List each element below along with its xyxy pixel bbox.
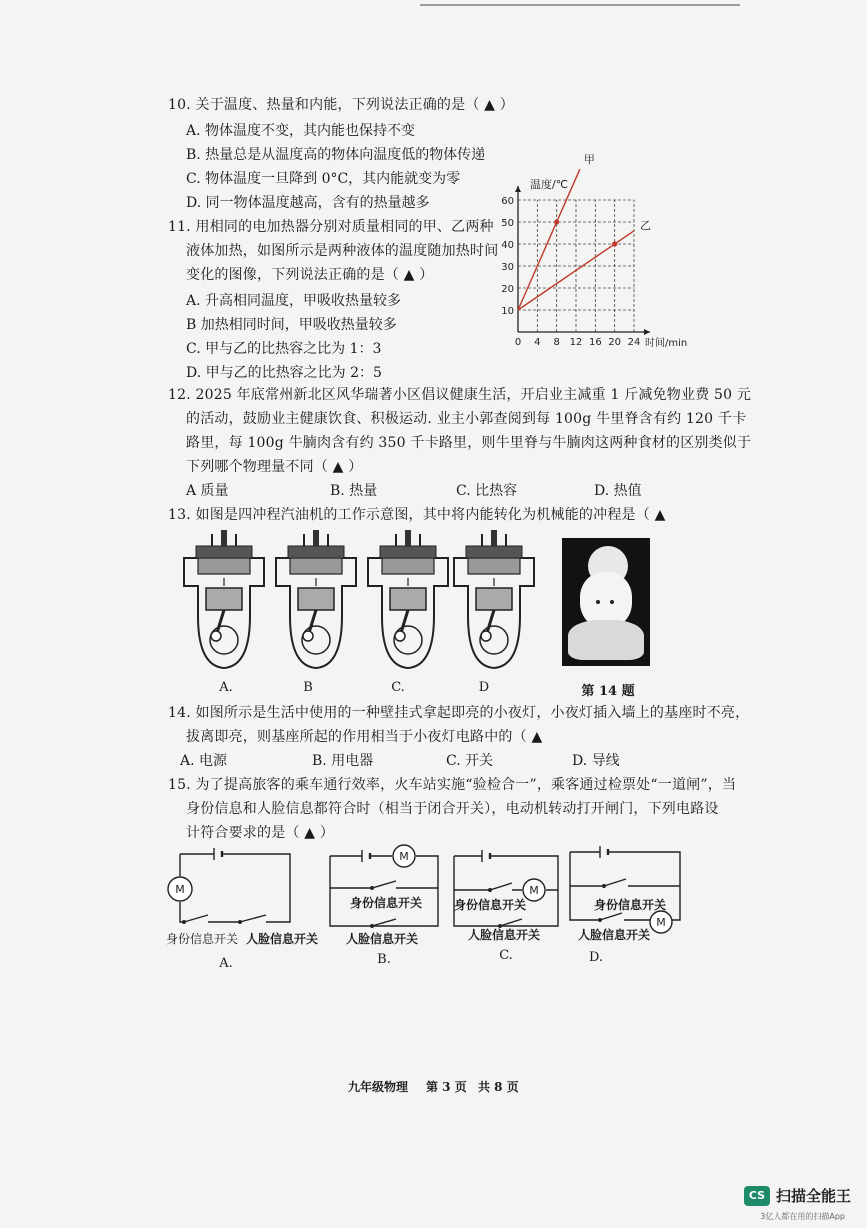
footer-total: 共 8 页 [478,1080,519,1094]
q12-option-d: D. 热值 [594,483,642,499]
chart-x-axis-label: 时间/min [645,338,688,349]
circuit-c-switch-id-label: 身份信息开关 [454,898,527,912]
q12-option-a: A 质量 [186,483,229,499]
q15-stem-line-3: 计符合要求的是（ ▲ ） [186,825,335,841]
series-label: 甲 [583,153,595,167]
night-light-photo [562,538,650,666]
x-axis-arrow [644,329,650,335]
y-tick-label: 20 [501,284,514,295]
scanner-tagline: 3亿人都在用的扫描App [760,1212,845,1221]
q11-option-a: A. 升高相同温度，甲吸收热量较多 [186,293,402,309]
y-tick-label: 10 [501,306,514,317]
y-axis-arrow [515,186,521,192]
q11-option-c: C. 甲与乙的比热容之比为 1：3 [186,341,382,357]
engine-label-a: A. [219,680,233,695]
x-tick-label: 8 [553,337,560,348]
y-tick-label: 30 [501,262,514,273]
series-point [612,241,617,246]
x-tick-label: 16 [588,337,602,348]
engine-label-c: C. [391,680,405,695]
temperature-time-chart [490,153,705,357]
circuit-c-switch-face-label: 人脸信息开关 [468,928,541,942]
q11-option-d: D. 甲与乙的比热容之比为 2：5 [186,365,382,381]
engine-label-b: B [303,680,313,695]
x-tick-label: 20 [608,337,622,348]
q10-option-c: C. 物体温度一旦降到 0°C，其内能就变为零 [186,171,461,187]
scanner-logo: CS [744,1186,770,1206]
y-tick-label: 40 [501,240,514,251]
q14-option-d: D. 导线 [572,753,620,769]
q11-stem-line-3: 变化的图像，下列说法正确的是（ ▲ ） [186,267,434,283]
chart-y-axis-label: 温度/℃ [530,178,569,191]
circuit-c [450,846,562,930]
series-label: 乙 [640,218,651,232]
q11-stem-line-2: 液体加热，如图所示是两种液体的温度随加热时间 [186,243,499,259]
circuit-b-switch-id-label: 身份信息开关 [350,896,423,910]
circuit-label-d: D. [588,950,604,965]
circuit-d-switch-face-label: 人脸信息开关 [578,928,651,942]
header-edge [420,0,740,6]
chart-ticks [501,196,640,348]
q11-option-b: B 加热相同时间，甲吸收热量较多 [186,317,397,333]
scanner-name: 扫描全能王 [775,1187,851,1205]
q12-stem-line-2: 的活动，鼓励业主健康饮食、积极运动. 业主小郭查阅到每 100g 牛里脊含有约 120 千卡 [186,411,747,427]
q12-stem-line-4: 下列哪个物理量不同（ ▲ ） [186,459,363,475]
circuit-d [566,844,684,936]
x-tick-label: 12 [569,337,583,348]
circuit-d-switch-id-label: 身份信息开关 [594,898,667,912]
q14-option-a: A. 电源 [180,753,228,769]
motor-symbol-b: M [399,850,409,863]
q12-stem-line-1: 12. 2025 年底常州新北区风华瑞著小区倡议健康生活，开启业主减重 1 斤减免物业费 50 元 [168,387,752,403]
footer-page: 第 3 页 [426,1080,467,1094]
q10-stem: 10. 关于温度、热量和内能，下列说法正确的是（ ▲ ） [168,97,514,113]
circuit-b-switch-face-label: 人脸信息开关 [346,932,419,946]
q10-option-a: A. 物体温度不变，其内能也保持不变 [186,123,416,139]
circuit-a-switch-id-label: 身份信息开关 [166,932,239,946]
x-tick-label: 4 [534,337,541,348]
q14-option-c: C. 开关 [446,753,494,769]
engine-label-d: D [478,680,490,695]
q10-option-d: D. 同一物体温度越高，含有的热量越多 [186,195,430,211]
circuit-label-b: B. [377,952,391,967]
q14-stem-line-2: 拔离即亮，则基座所起的作用相当于小夜灯电路中的（ ▲ [186,729,543,745]
series-point [554,219,559,224]
q14-stem-line-1: 14. 如图所示是生活中使用的一种壁挂式拿起即亮的小夜灯，小夜灯插入墙上的基座时不亮， [168,705,750,721]
x-tick-label: 24 [627,337,641,348]
q11-stem-line-1: 11. 用相同的电加热器分别对质量相同的甲、乙两种 [168,219,494,235]
circuit-a-switch-face-label: 人脸信息开关 [246,932,319,946]
motor-symbol-a: M [175,883,185,896]
q15-stem-line-2: 身份信息和人脸信息都符合时（相当于闭合开关），电动机转动打开闸门，下列电路设 [186,801,719,817]
q12-option-c: C. 比热容 [456,483,518,499]
circuit-label-c: C. [499,948,513,963]
q12-stem-line-3: 路里，每 100g 牛腩肉含有约 350 千卡路里，则牛里脊与牛腩肉这两种食材的区别类似于 [186,435,752,451]
circuit-b [326,846,442,930]
motor-symbol-d: M [656,916,666,929]
chart-grid [518,200,634,332]
q14-photo-caption: 第 14 题 [581,684,635,699]
q14-option-b: B. 用电器 [312,753,374,769]
q15-stem-line-1: 15. 为了提高旅客的乘车通行效率，火车站实施“验检合一”，乘客通过检票处“一道闸”，当 [168,777,737,793]
circuit-a [168,846,296,930]
engine-stroke-diagrams [176,528,548,674]
chart-axes [515,186,650,335]
circuit-label-a: A. [219,956,233,971]
q12-option-b: B. 热量 [330,483,378,499]
motor-symbol-c: M [529,884,539,897]
q13-stem: 13. 如图是四冲程汽油机的工作示意图，其中将内能转化为机械能的冲程是（ ▲ [168,507,666,523]
y-tick-label: 50 [501,218,514,229]
y-tick-label: 60 [501,196,514,207]
q10-option-b: B. 热量总是从温度高的物体向温度低的物体传递 [186,147,486,163]
scanner-watermark [744,1185,851,1206]
footer-subject: 九年级物理 [348,1080,409,1094]
chart-series [518,153,651,310]
x-tick-label: 0 [514,337,522,348]
